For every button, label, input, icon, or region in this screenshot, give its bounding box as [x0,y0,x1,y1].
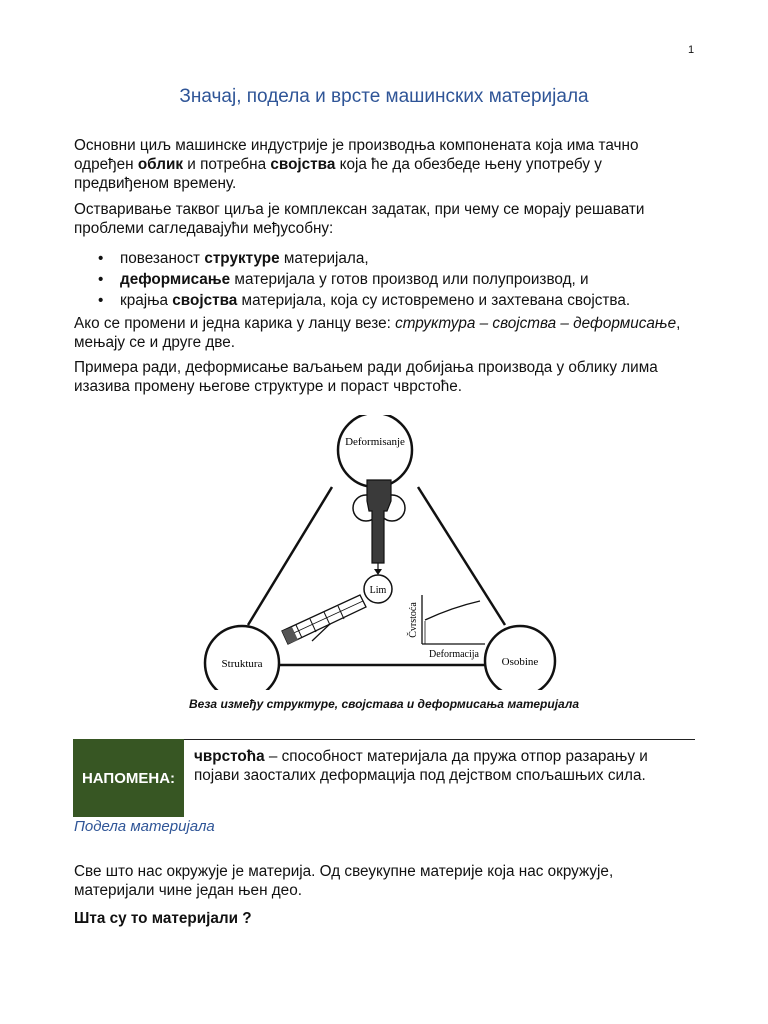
microstructure-icon [282,595,366,644]
graph-x-axis-label: Deformacija [429,649,479,660]
list-item [74,290,704,311]
bullet-bold: деформисање [120,271,231,288]
node-label-sheet: Lim [369,585,387,596]
note-divider [184,739,695,740]
bullet-dot-icon: • [98,292,104,309]
note-definition: – способност материјала да пружа отпор разарању и појави заосталих деформација под дејством спољашњих сила. [194,748,648,784]
bullet-suffix: материјала, [279,250,369,267]
note-label: НАПОМЕНА: [73,739,184,817]
page-number: 1 [688,44,695,56]
bullet-prefix: крајња [120,292,173,309]
bullet-list [74,248,704,311]
bullet-bold: структуре [204,250,280,267]
note-text [194,747,694,785]
strength-deformation-graph [422,595,485,644]
structure-properties-deformation-diagram [200,415,560,690]
figure-caption: Веза између структуре, својстава и деформисања материјала [188,697,580,711]
graph-y-axis-label: Čvrstoća [408,602,419,638]
question-heading: Шта су то материјали ? [74,910,252,927]
example-paragraph: Примера ради, деформисање ваљањем ради добијања производа у облику лима изазива промену његове структуре и пораст чврстоће. [74,359,658,395]
intro-text-1: Основни циљ машинске индустрије је производња компонената која има тачно одређен [74,137,639,173]
intro-text-3: која ће да обезбеде њену употребу у предвиђеном времену. [74,156,602,192]
goal-paragraph: Остваривање таквог циља је комплексан задатак, при чему се морају решавати проблеми сагледавајући међусобну: [74,201,645,237]
node-label-properties: Osobine [501,656,539,668]
note-box [73,739,695,817]
intro-bold-shape: облик [137,156,184,173]
rolling-mill-icon [353,480,405,575]
bullet-prefix: повезаност [120,250,205,267]
bullet-dot-icon: • [98,250,104,267]
bullet-suffix: материјала, која су истовремено и захтевана својства. [237,292,631,309]
chain-text-1: Ако се промени и једна карика у ланцу везе: [74,315,396,332]
bullet-bold: својства [172,292,238,309]
node-label-structure: Struktura [221,658,263,670]
triangle-edge-right [418,487,505,625]
intro-paragraph [74,136,694,193]
matter-paragraph: Све што нас окружује је материја. Од свеукупне материје која нас окружује, материјали чине један њен део. [74,863,614,899]
intro-text-2: и потребна [183,156,271,173]
chain-italic: структура – својства – деформисање [395,315,677,332]
note-term: чврстоћа [194,748,265,765]
section-subheading: Подела материјала [74,818,215,835]
node-circle-top [338,415,412,487]
intro-bold-properties: својства [270,156,336,173]
bullet-suffix: материјала у готов производ или полупроизвод, и [230,271,589,288]
list-item [74,248,704,269]
triangle-edge-left [248,487,332,625]
node-label-deformation: Deformisanje [345,436,405,448]
page-title: Значај, подела и врсте машинских материјала [179,86,589,107]
chain-text-2: , мењају се и друге две. [74,315,681,351]
list-item [74,269,704,290]
chain-paragraph [74,314,694,352]
bullet-dot-icon: • [98,271,104,288]
